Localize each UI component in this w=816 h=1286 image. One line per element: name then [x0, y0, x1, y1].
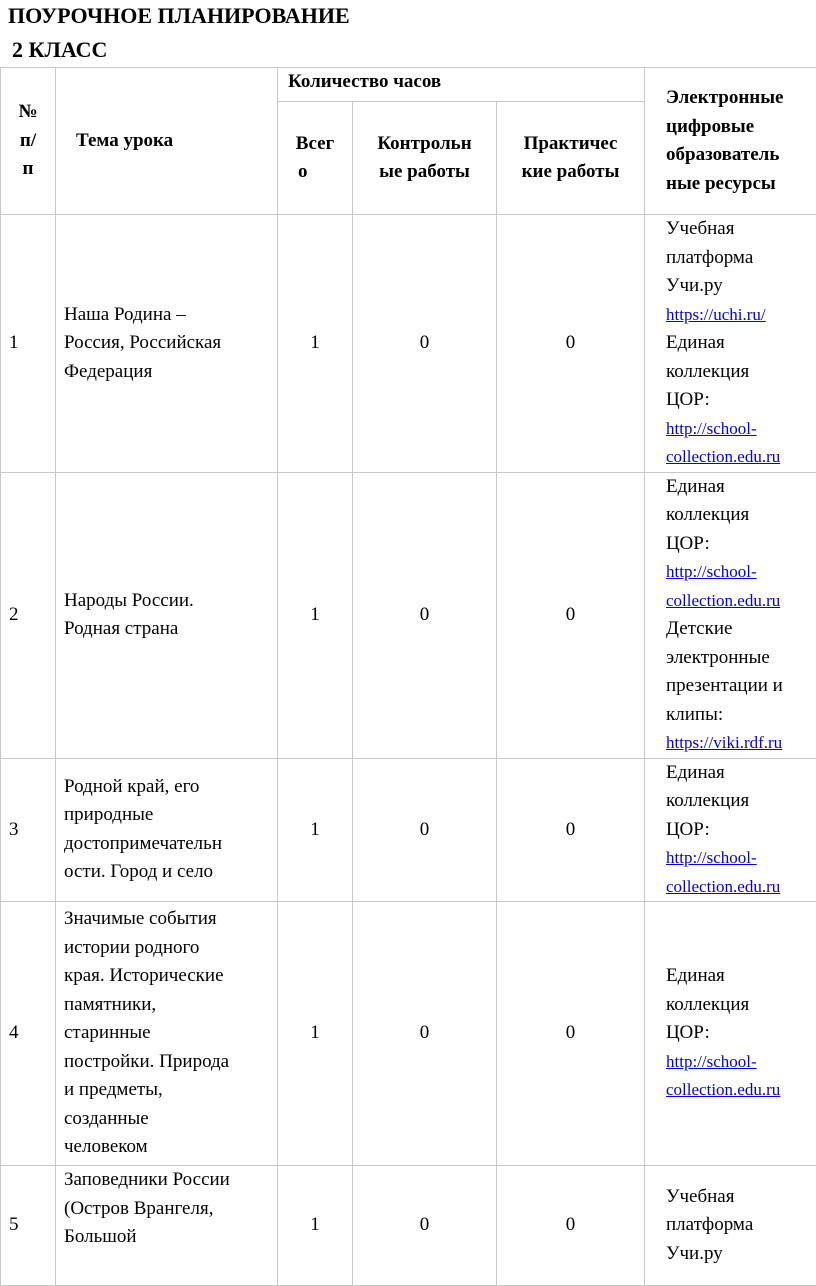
lesson-plan-table [0, 67, 816, 1286]
resource-text: коллекция [666, 991, 816, 1020]
resource-text: презентации и [666, 672, 816, 701]
resource-text: Учебная [666, 215, 816, 244]
row-number: 3 [1, 758, 56, 902]
resource-text: ЦОР: [666, 816, 816, 845]
resource-text: Учи.ру [666, 1240, 816, 1269]
hours-control: 0 [353, 902, 497, 1166]
resource-text: ЦОР: [666, 386, 816, 415]
header-total: Всег о [278, 102, 353, 215]
hours-total: 1 [278, 758, 353, 902]
resource-text: Единая [666, 962, 816, 991]
resources-cell [645, 472, 816, 758]
hours-practice: 0 [497, 215, 645, 473]
resource-link[interactable]: https://uchi.ru/ [666, 301, 816, 330]
table-row [1, 472, 816, 758]
resources-cell [645, 758, 816, 902]
hours-practice: 0 [497, 472, 645, 758]
row-number: 4 [1, 902, 56, 1166]
resource-link[interactable]: http://school- [666, 844, 816, 873]
header-control: Контрольн ые работы [353, 102, 497, 215]
hours-total: 1 [278, 215, 353, 473]
lesson-topic: Народы России. Родная страна [56, 472, 278, 758]
resource-text: Единая [666, 329, 816, 358]
resource-link[interactable]: collection.edu.ru [666, 1076, 816, 1105]
hours-practice: 0 [497, 758, 645, 902]
page-title: ПОУРОЧНОЕ ПЛАНИРОВАНИЕ [8, 3, 350, 29]
hours-control: 0 [353, 472, 497, 758]
header-topic: Тема урока [56, 68, 278, 215]
lesson-topic: Заповедники России (Остров Врангеля, Большой [56, 1166, 278, 1286]
hours-control: 0 [353, 215, 497, 473]
resource-text: электронные [666, 644, 816, 673]
resource-text: платформа [666, 1211, 816, 1240]
hours-control: 0 [353, 758, 497, 902]
resources-cell [645, 902, 816, 1166]
resource-text: коллекция [666, 501, 816, 530]
header-number: № п/ п [1, 68, 56, 215]
resource-text: ЦОР: [666, 1019, 816, 1048]
table-row [1, 758, 816, 902]
resource-text: Учи.ру [666, 272, 816, 301]
lesson-topic: Значимые события истории родного края. Исторические памятники, старинные постройки. Природа и предметы, созданные человеком [56, 902, 278, 1166]
resource-link[interactable]: https://viki.rdf.ru [666, 729, 816, 758]
resource-link[interactable]: http://school- [666, 415, 816, 444]
row-number: 1 [1, 215, 56, 473]
header-hours: Количество часов [278, 68, 645, 102]
resource-link[interactable]: http://school- [666, 1048, 816, 1077]
hours-total: 1 [278, 902, 353, 1166]
hours-practice: 0 [497, 902, 645, 1166]
lesson-topic: Наша Родина – Россия, Российская Федерация [56, 215, 278, 473]
resource-text: платформа [666, 244, 816, 273]
row-number: 5 [1, 1166, 56, 1286]
row-number: 2 [1, 472, 56, 758]
table-row [1, 215, 816, 473]
hours-control: 0 [353, 1166, 497, 1286]
header-practice: Практичес кие работы [497, 102, 645, 215]
lesson-topic: Родной край, его природные достопримечательн ости. Город и село [56, 758, 278, 902]
resource-link[interactable]: collection.edu.ru [666, 587, 816, 616]
resource-text: Учебная [666, 1183, 816, 1212]
resource-text: Детские [666, 615, 816, 644]
hours-practice: 0 [497, 1166, 645, 1286]
resource-link[interactable]: http://school- [666, 558, 816, 587]
resource-link[interactable]: collection.edu.ru [666, 873, 816, 902]
resource-text: клипы: [666, 701, 816, 730]
resource-link[interactable]: collection.edu.ru [666, 443, 816, 472]
hours-total: 1 [278, 472, 353, 758]
header-resources: Электронные цифровые образователь ные ресурсы [645, 68, 816, 215]
resource-text: коллекция [666, 787, 816, 816]
class-subtitle: 2 КЛАСС [12, 37, 107, 63]
resource-text: коллекция [666, 358, 816, 387]
resource-text: Единая [666, 473, 816, 502]
resources-cell [645, 1166, 816, 1286]
hours-total: 1 [278, 1166, 353, 1286]
resources-cell [645, 215, 816, 473]
table-row [1, 1166, 816, 1286]
resource-text: Единая [666, 759, 816, 788]
resource-text: ЦОР: [666, 530, 816, 559]
table-row [1, 902, 816, 1166]
